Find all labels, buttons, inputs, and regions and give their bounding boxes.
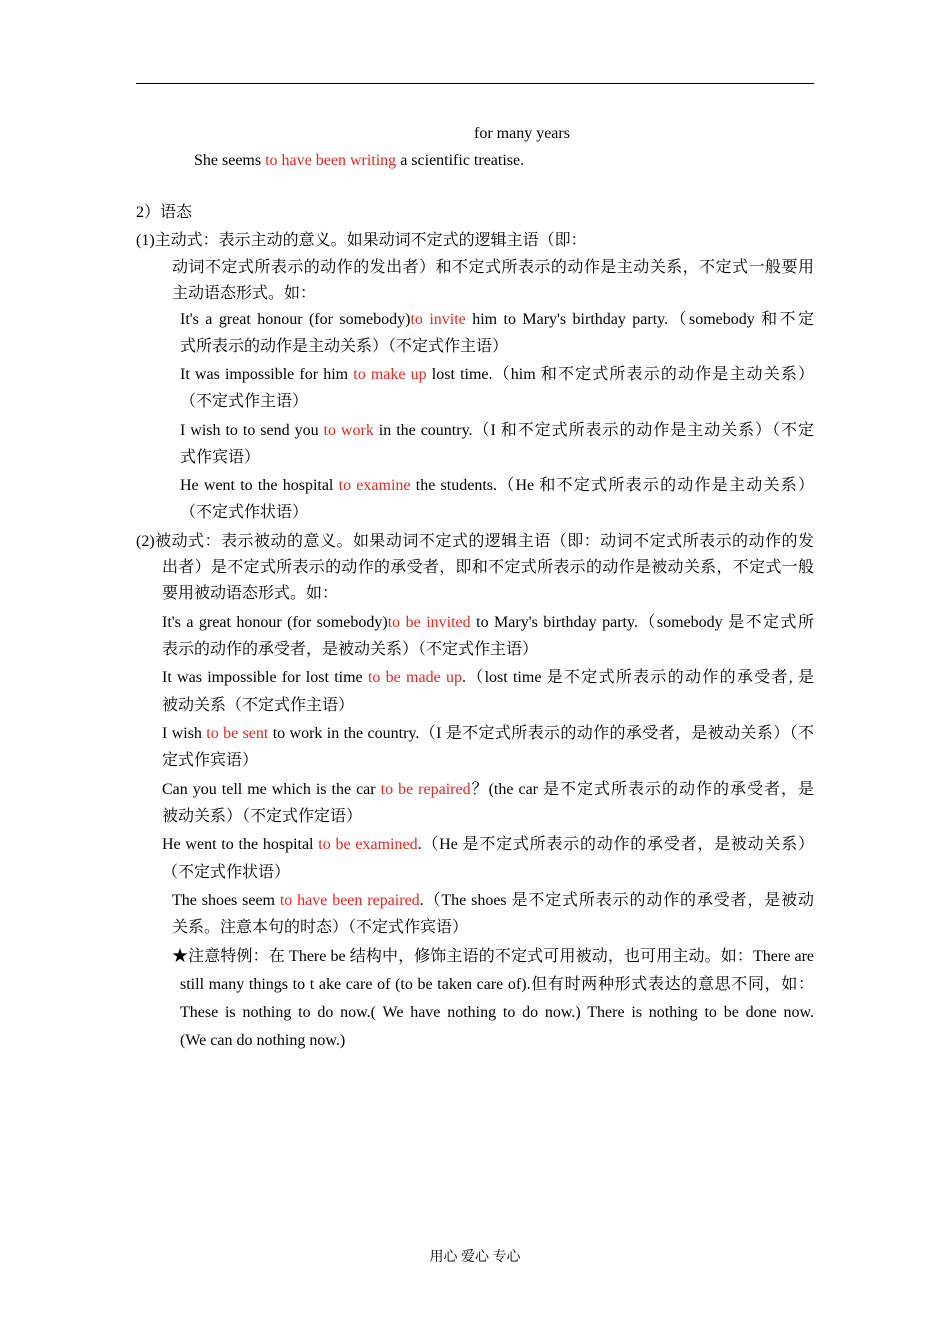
active-example-4: He went to the hospital to examine the students.（He 和不定式所表示的动作是主动关系） [180, 477, 814, 494]
passive-example-6: The shoes seem to have been repaired.（The shoes 是不定式所表示的动作的承受者，是被动 [172, 892, 814, 909]
page-footer: 用心 爱心 专心 [429, 1250, 521, 1265]
example-seems: She seems to have been writing a scientific treatise. [194, 152, 525, 169]
special-note-line2: still many things to t ake care of (to be taken care of).但有时两种形式表达的意思不同，如： [180, 976, 814, 993]
continued-fragment: for many years [474, 125, 570, 142]
active-example-4-cont: （不定式作状语） [180, 504, 309, 521]
special-note-line3: These is nothing to do now.( We have nothing to do now.) There is nothing to be done now. [180, 1004, 814, 1021]
special-note-line4: (We can do nothing now.) [180, 1032, 346, 1049]
active-desc-line2: 主动语态形式。如： [172, 285, 317, 302]
active-example-1-cont: 式所表示的动作是主动关系）（不定式作主语） [180, 338, 509, 355]
active-example-3-cont: 式作宾语） [180, 449, 261, 466]
passive-example-4: Can you tell me which is the car to be repaired？(the car 是不定式所表示的动作的承受者，是 [162, 781, 815, 798]
special-note-line1: ★注意特例：在 There be 结构中，修饰主语的不定式可用被动，也可用主动。如：There are [172, 948, 814, 965]
passive-example-2: It was impossible for lost time to be made up.（lost time 是不定式所表示的动作的承受者, 是 [162, 669, 815, 686]
passive-example-1: It's a great honour (for somebody)to be invited to Mary's birthday party.（somebody 是不定式所 [162, 614, 814, 631]
passive-example-4-cont: 被动关系）（不定式作定语） [162, 808, 363, 825]
active-example-3: I wish to to send you to work in the country.（I 和不定式所表示的动作是主动关系）（不定 [180, 422, 814, 439]
active-example-2-cont: （不定式作主语） [180, 393, 309, 410]
active-heading: (1)主动式：表示主动的意义。如果动词不定式的逻辑主语（即： [136, 232, 587, 249]
active-example-2: It was impossible for him to make up lost time.（him 和不定式所表示的动作是主动关系） [180, 366, 814, 383]
passive-desc-line1: 出者）是不定式所表示的动作的承受者，即和不定式所表示的动作是被动关系，不定式一般 [162, 559, 814, 576]
active-example-1: It's a great honour (for somebody)to invite him to Mary's birthday party.（somebody 和不定 [180, 311, 814, 328]
section-title: 2）语态 [136, 204, 193, 221]
passive-example-2-cont: 被动关系（不定式作主语） [162, 697, 355, 714]
header-rule [136, 83, 814, 84]
active-desc-line1: 动词不定式所表示的动作的发出者）和不定式所表示的动作是主动关系，不定式一般要用 [172, 259, 814, 276]
passive-example-3: I wish to be sent to work in the country.（I 是不定式所表示的动作的承受者，是被动关系）（不 [162, 725, 814, 742]
passive-example-5-cont: （不定式作状语） [162, 864, 291, 881]
passive-example-1-cont: 表示的动作的承受者，是被动关系）（不定式作主语） [162, 641, 539, 658]
passive-example-5: He went to the hospital to be examined.（He 是不定式所表示的动作的承受者，是被动关系） [162, 836, 814, 853]
passive-heading: (2)被动式：表示被动的意义。如果动词不定式的逻辑主语（即：动词不定式所表示的动作的发 [136, 533, 814, 550]
passive-desc-line2: 要用被动语态形式。如： [162, 585, 339, 602]
passive-example-6-cont: 关系。注意本句的时态）（不定式作宾语） [172, 919, 469, 936]
passive-example-3-cont: 定式作宾语） [162, 752, 259, 769]
